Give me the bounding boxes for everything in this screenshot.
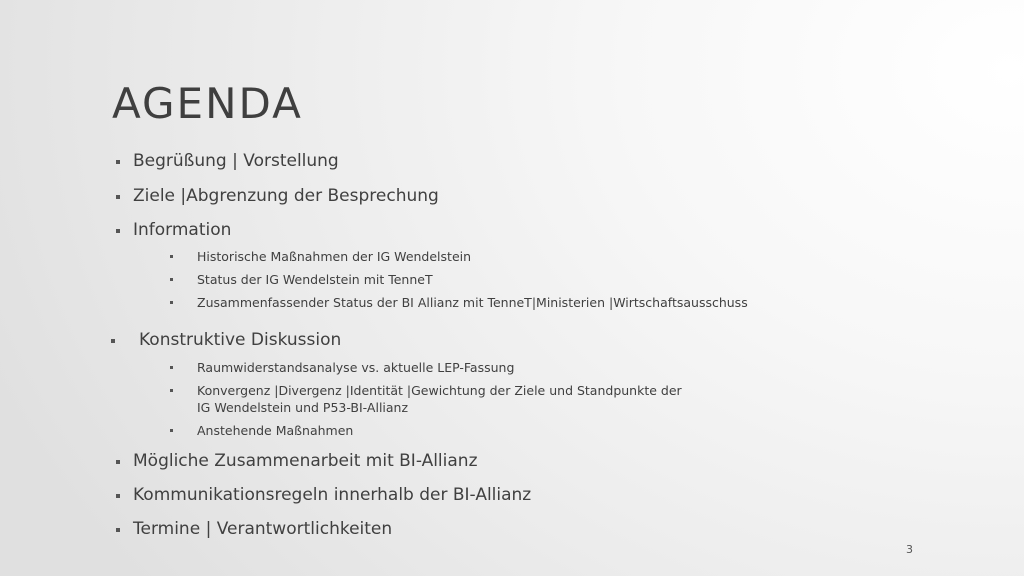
information-subitem-status-bi-allianz: Zusammenfassender Status der BI Allianz mit TenneT|Ministerien |Wirtschaftsausschuss [197, 295, 748, 310]
agenda-item-kommunikationsregeln: Kommunikationsregeln innerhalb der BI-Allianz [133, 485, 532, 505]
agenda-item-zusammenarbeit: Mögliche Zusammenarbeit mit BI-Allianz [133, 451, 478, 471]
bullet-icon [170, 255, 173, 258]
information-subitem-status-ig: Status der IG Wendelstein mit TenneT [197, 272, 433, 287]
agenda-item-konstruktive-diskussion: Konstruktive Diskussion [139, 330, 342, 350]
diskussion-subitem-konvergenz: Konvergenz |Divergenz |Identität |Gewichtung der Ziele und Standpunkte der [197, 383, 682, 398]
agenda-item-information: Information [133, 220, 232, 240]
bullet-icon [116, 160, 120, 164]
page-number: 3 [906, 543, 913, 556]
slide-title: AGENDA [112, 79, 303, 128]
bullet-icon [170, 389, 173, 392]
agenda-item-termine: Termine | Verantwortlichkeiten [133, 519, 393, 539]
bullet-icon [116, 460, 120, 464]
diskussion-subitem-anstehende-massnahmen: Anstehende Maßnahmen [197, 423, 354, 438]
bullet-icon [170, 278, 173, 281]
bullet-icon [116, 528, 120, 532]
bullet-icon [170, 301, 173, 304]
diskussion-subitem-raumwiderstandsanalyse: Raumwiderstandsanalyse vs. aktuelle LEP-Fassung [197, 360, 515, 375]
bullet-icon [170, 429, 173, 432]
bullet-icon [170, 366, 173, 369]
bullet-icon [116, 494, 120, 498]
agenda-item-ziele: Ziele |Abgrenzung der Besprechung [133, 186, 439, 206]
information-subitem-historische-massnahmen: Historische Maßnahmen der IG Wendelstein [197, 249, 472, 264]
bullet-icon [116, 195, 120, 199]
bullet-icon [116, 229, 120, 233]
bullet-icon [111, 339, 115, 343]
agenda-item-begruessung: Begrüßung | Vorstellung [133, 151, 339, 171]
diskussion-subitem-konvergenz-continued: IG Wendelstein und P53-BI-Allianz [197, 400, 409, 415]
